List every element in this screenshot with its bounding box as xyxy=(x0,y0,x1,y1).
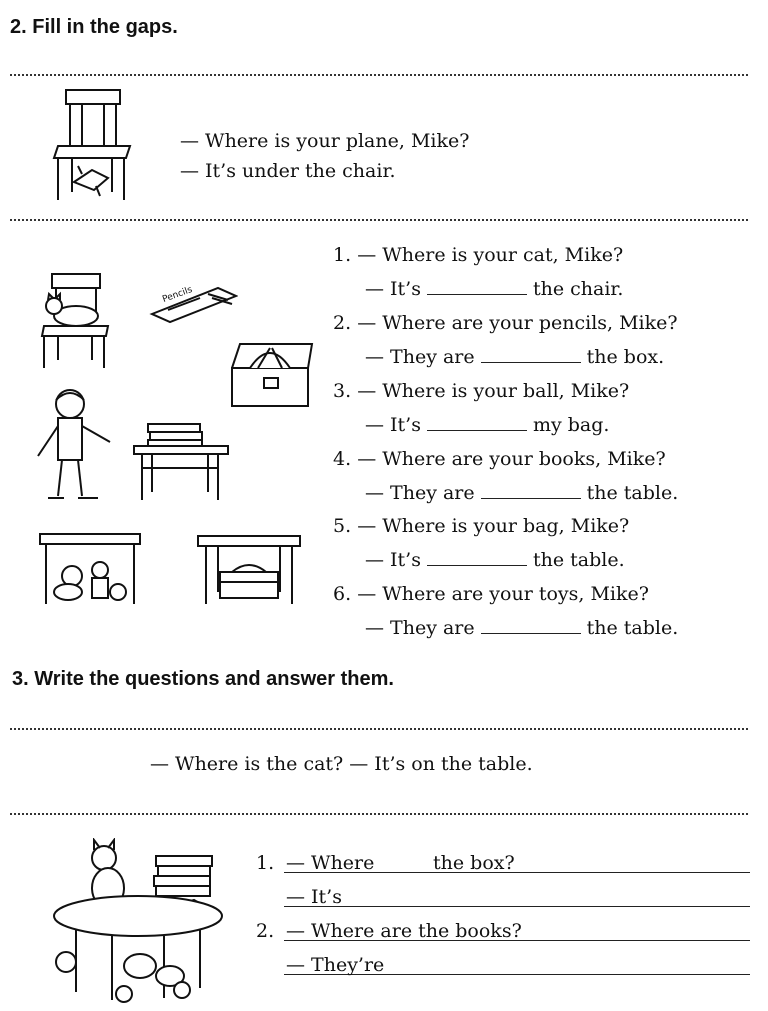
item-4-question xyxy=(333,448,666,470)
item-3-answer xyxy=(365,414,609,436)
item-5-answer xyxy=(365,549,625,571)
answer-gap[interactable] xyxy=(481,617,581,634)
answer-end: the table. xyxy=(586,482,679,504)
example-answer: — It’s under the chair. xyxy=(180,160,396,182)
cat-books-table-illustration xyxy=(52,838,232,1006)
question-text: — Where are your pencils, Mike? xyxy=(357,312,678,334)
ex3-item-1-answer-start: — It’s xyxy=(286,886,342,908)
answer-end: the table. xyxy=(532,549,625,571)
item-2-question xyxy=(333,312,678,334)
answer-gap[interactable] xyxy=(427,414,527,431)
example-question: — Where is your plane, Mike? xyxy=(180,130,470,152)
chair-with-plane-illustration xyxy=(52,86,142,206)
ex3-item-2-question: — Where are the books? xyxy=(286,920,522,942)
question-text: — Where is your cat, Mike? xyxy=(357,244,624,266)
dotted-divider xyxy=(10,728,748,730)
item-number: 1. xyxy=(333,244,352,266)
item-number: 4. xyxy=(333,448,352,470)
item-5-question xyxy=(333,515,629,537)
question-text: — Where is your bag, Mike? xyxy=(357,515,630,537)
answer-start: — They are xyxy=(365,482,475,504)
ball-in-box-illustration xyxy=(228,338,318,410)
answer-end: the box. xyxy=(586,346,665,368)
answer-start: — It’s xyxy=(365,549,421,571)
answer-gap[interactable] xyxy=(427,278,527,295)
item-number: 5. xyxy=(333,515,352,537)
answer-gap[interactable] xyxy=(427,549,527,566)
section-2-heading: 2. Fill in the gaps. xyxy=(10,16,178,38)
item-1-answer xyxy=(365,278,623,300)
item-6-answer xyxy=(365,617,678,639)
answer-start: — They are xyxy=(365,346,475,368)
answer-start: — They are xyxy=(365,617,475,639)
answer-gap[interactable] xyxy=(481,482,581,499)
ex3-item-2-answer-start: — They’re xyxy=(286,954,385,976)
ex3-item-1-number: 1. xyxy=(256,852,275,874)
pencil-box-illustration xyxy=(148,284,238,324)
answer-end: the table. xyxy=(586,617,679,639)
ex3-item-1-question-end: the box? xyxy=(433,852,515,874)
answer-start: — It’s xyxy=(365,278,421,300)
ex3-item-2-number: 2. xyxy=(256,920,275,942)
item-number: 6. xyxy=(333,583,352,605)
item-number: 3. xyxy=(333,380,352,402)
dotted-divider xyxy=(10,813,748,815)
answer-gap[interactable] xyxy=(481,346,581,363)
ex3-item-1-answer-line[interactable] xyxy=(284,906,750,907)
section-3-heading: 3. Write the questions and answer them. xyxy=(12,668,394,690)
ex3-item-1-question-start: — Where xyxy=(286,852,375,874)
item-1-question xyxy=(333,244,623,266)
books-on-table-illustration xyxy=(132,418,232,502)
section-3-example: — Where is the cat? — It’s on the table. xyxy=(150,753,533,775)
item-2-answer xyxy=(365,346,664,368)
question-text: — Where are your books, Mike? xyxy=(357,448,666,470)
answer-start: — It’s xyxy=(365,414,421,436)
dotted-divider xyxy=(10,219,748,221)
question-text: — Where are your toys, Mike? xyxy=(357,583,649,605)
item-number: 2. xyxy=(333,312,352,334)
question-text: — Where is your ball, Mike? xyxy=(357,380,630,402)
cat-on-chair-illustration xyxy=(36,270,116,370)
dotted-divider xyxy=(10,74,748,76)
boy-mike-illustration xyxy=(30,386,120,506)
pencil-box-label: Pencils xyxy=(161,285,194,305)
answer-end: the chair. xyxy=(532,278,624,300)
item-4-answer xyxy=(365,482,678,504)
toys-under-table-illustration xyxy=(38,530,144,606)
item-6-question xyxy=(333,583,649,605)
bag-under-table-illustration xyxy=(196,532,302,608)
answer-end: my bag. xyxy=(532,414,610,436)
item-3-question xyxy=(333,380,629,402)
